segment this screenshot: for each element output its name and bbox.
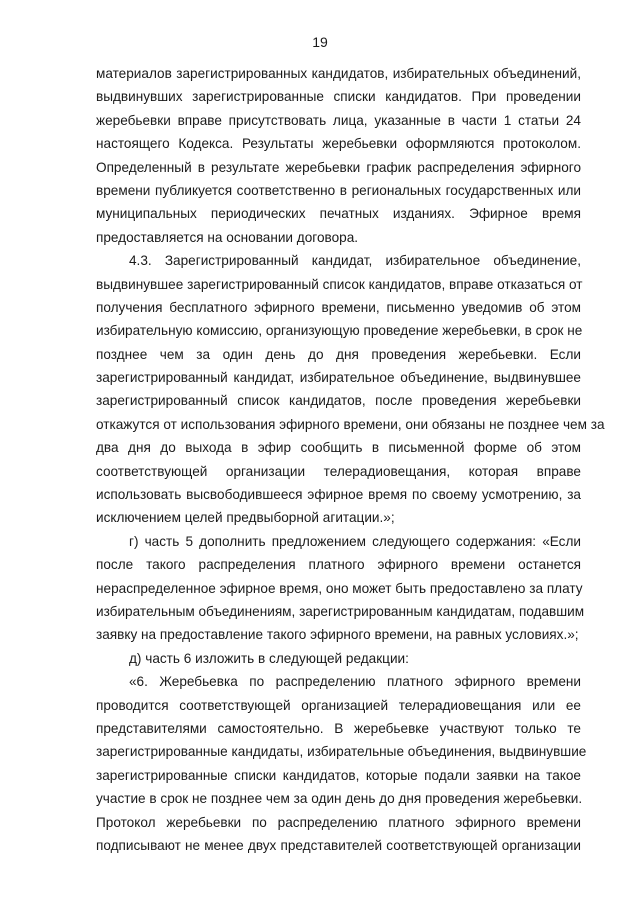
text-line: выдвинувшее зарегистрированный список кандидатов, вправе отказаться от [96, 276, 583, 292]
text-line: соответствующей организации телерадиовещания, которая вправе [96, 463, 581, 479]
text-line: откажутся от использования эфирного времени, они обязаны не позднее чем за [96, 416, 605, 432]
text-line: участие в срок не позднее чем за один день до дня проведения жеребьевки. [96, 791, 583, 807]
text-line: представителями самостоятельно. В жеребьевке участвуют только те [96, 720, 581, 736]
text-line: зарегистрированные кандидаты, избирательные объединения, выдвинувшие [96, 744, 587, 760]
text-line: материалов зарегистрированных кандидатов, избирательных объединений, [96, 66, 581, 81]
paragraph [96, 670, 587, 857]
page-number: 19 [312, 34, 328, 50]
text-line: 4.3. Зарегистрированный кандидат, избирательное объединение, [129, 253, 581, 269]
text-line: муниципальных периодических печатных изданиях. Эфирное время [96, 206, 581, 222]
text-line: использовать высвободившееся эфирное время по своему усмотрению, за [96, 487, 581, 503]
paragraph [96, 530, 585, 647]
text-line: зарегистрированный список кандидатов, после проведения жеребьевки [96, 393, 581, 409]
text-line: два дня до выхода в эфир сообщить в письменной форме об этом [96, 440, 581, 456]
text-line: Протокол жеребьевки по распределению платного эфирного времени [96, 814, 581, 830]
text-line: нераспределенное эфирное время, оно может быть предоставлено за плату [96, 580, 583, 596]
text-line: г) часть 5 дополнить предложением следующего содержания: «Если [129, 533, 581, 549]
body-text [96, 62, 605, 857]
text-line: избирательным объединениям, зарегистрированным кандидатам, подавшим [96, 603, 585, 619]
text-line: выдвинувших зарегистрированные списки кандидатов. При проведении [96, 89, 581, 105]
text-line: времени публикуется соответственно в региональных государственных или [96, 182, 581, 198]
text-line: исключением целей предвыборной агитации.»; [96, 510, 395, 526]
paragraph [96, 647, 581, 670]
text-line: проводится соответствующей организацией телерадиовещания или ее [96, 697, 581, 713]
text-line: после такого распределения платного эфирного времени останется [96, 557, 581, 573]
text-line: зарегистрированный кандидат, избирательное объединение, выдвинувшее [96, 370, 581, 386]
text-line: «6. Жеребьевка по распределению платного эфирного времени [129, 674, 581, 690]
text-line: Определенный в результате жеребьевки график распределения эфирного [96, 159, 581, 175]
paragraph [96, 62, 581, 249]
text-line: заявку на предоставление такого эфирного времени, на равных условиях.»; [96, 627, 579, 643]
text-line: предоставляется на основании договора. [96, 229, 359, 245]
text-line: жеребьевки вправе присутствовать лица, указанные в части 1 статьи 24 [96, 112, 581, 128]
text-line: избирательную комиссию, организующую проведение жеребьевки, в срок не [96, 323, 583, 339]
text-line: д) часть 6 изложить в следующей редакции: [129, 650, 409, 666]
text-line: подписывают не менее двух представителей соответствующей организации [96, 837, 581, 853]
text-line: настоящего Кодекса. Результаты жеребьевки оформляются протоколом. [96, 136, 581, 152]
text-line: зарегистрированные списки кандидатов, которые подали заявки на такое [96, 767, 581, 783]
paragraph [96, 249, 605, 530]
text-line: позднее чем за один день до дня проведения жеребьевки. Если [96, 346, 581, 362]
text-line: получения бесплатного эфирного времени, письменно уведомив об этом [96, 299, 581, 315]
